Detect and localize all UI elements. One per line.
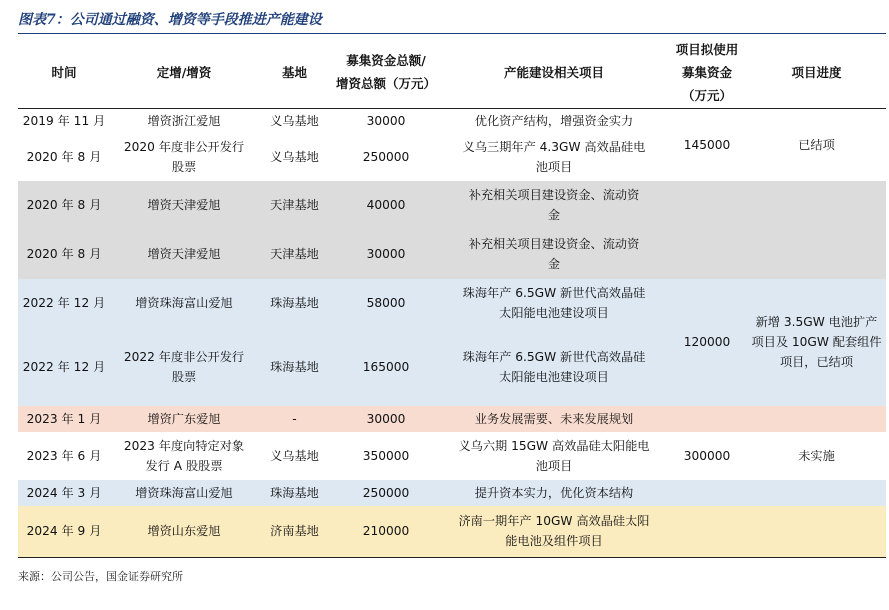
cell-project: [441, 279, 667, 328]
source-note: 来源：公司公告，国金证券研究所: [18, 570, 183, 583]
cell-project-line2: 金: [547, 208, 561, 222]
cell-project-line1: 补充相关项目建设资金、流动资: [468, 188, 640, 202]
cell-time: 2023 年 6 月: [26, 448, 102, 463]
cell-type-line1: 2023 年度向特定对象: [123, 438, 245, 453]
cell-type: [110, 279, 258, 328]
cell-project: [441, 181, 667, 230]
cell-time: 2020 年 8 月: [26, 198, 102, 212]
cell-project-line2: 池项目: [535, 458, 573, 473]
cell-project-line1: 补充相关项目建设资金、流动资: [468, 237, 640, 251]
header-amount-line1: 募集资金总额/: [346, 53, 426, 68]
cell-progress: [747, 506, 886, 558]
cell-type: [110, 328, 258, 406]
table-row: [18, 109, 886, 133]
cell-base: 珠海基地: [270, 296, 319, 310]
progress-line3: 项目，已结项: [779, 355, 854, 369]
cell-type-line1: 2020 年度非公开发行: [123, 139, 245, 154]
table-row: [18, 406, 886, 432]
cell-amount: 30000: [366, 247, 406, 261]
cell-time: 2022 年 12 月: [22, 296, 106, 310]
cell-amount: 250000: [362, 149, 410, 164]
cell-time: 2024 年 3 月: [26, 485, 102, 500]
cell-type: [110, 480, 258, 506]
cell-project: [441, 506, 667, 558]
cell-project-line2: 池项目: [535, 159, 573, 174]
cell-fund-merged: 120000: [683, 335, 731, 349]
cell-type: [110, 230, 258, 279]
cell-project: [441, 230, 667, 279]
cell-project: [441, 406, 667, 432]
cell-amount: 165000: [362, 359, 410, 374]
cell-type-line1: 增资广东爱旭: [147, 411, 221, 426]
cell-base: 义乌基地: [270, 113, 319, 128]
table-row: [18, 506, 886, 558]
cell-base: 珠海基地: [270, 359, 319, 374]
cell-project-line1: 珠海年产 6.5GW 新世代高效晶硅: [462, 286, 646, 300]
cell-amount: 30000: [366, 113, 406, 128]
cell-type-line2: 股票: [171, 159, 197, 174]
cell-base: 天津基地: [270, 247, 319, 261]
cell-project-line2: 太阳能电池建设项目: [499, 306, 609, 320]
cell-progress: [747, 230, 886, 279]
header-project: 产能建设相关项目: [503, 64, 604, 80]
header-fund-line3: （万元）: [681, 87, 732, 103]
cell-base: 义乌基地: [270, 448, 319, 463]
cell-type-line1: 增资珠海富山爱旭: [135, 485, 233, 500]
header-type: 定增/增资: [156, 64, 212, 80]
cell-type-line1: 增资天津爱旭: [147, 247, 221, 261]
cell-fund: [667, 181, 747, 230]
cell-amount: 30000: [366, 411, 406, 426]
cell-fund: [667, 230, 747, 279]
cell-project-line1: 济南一期年产 10GW 高效晶硅太阳: [458, 514, 650, 529]
cell-amount: 210000: [362, 524, 410, 539]
cell-amount: 350000: [362, 448, 410, 463]
header-progress: 项目进度: [791, 64, 842, 80]
header-row: [18, 36, 886, 109]
table-row: [18, 279, 886, 328]
cell-type: [110, 181, 258, 230]
cell-project-line1: 优化资产结构，增强资金实力: [474, 113, 634, 128]
header-amount: [331, 36, 441, 109]
cell-progress-merged: [747, 279, 886, 406]
cell-fund: [667, 480, 747, 506]
cell-project-line2: 太阳能电池建设项目: [499, 369, 609, 384]
cell-type: [110, 406, 258, 432]
cell-project-line2: 能电池及组件项目: [505, 534, 603, 549]
cell-base: 济南基地: [270, 524, 319, 539]
header-fund-line1: 项目拟使用: [675, 41, 739, 57]
cell-type: [110, 432, 258, 480]
title-divider: [18, 33, 886, 34]
header-fund: [667, 36, 747, 109]
cell-project: [441, 133, 667, 181]
cell-fund: 300000: [683, 448, 731, 463]
cell-type-line1: 增资山东爱旭: [147, 524, 221, 539]
cell-type-line1: 2022 年度非公开发行: [123, 349, 245, 364]
cell-base: 义乌基地: [270, 149, 319, 164]
cell-project-line1: 义乌三期年产 4.3GW 高效晶硅电: [462, 139, 646, 154]
figure-title: 图表7：公司通过融资、增资等手段推进产能建设: [18, 12, 322, 28]
cell-amount: 250000: [362, 485, 410, 500]
cell-time: 2024 年 9 月: [26, 524, 102, 539]
cell-base: 天津基地: [270, 198, 319, 212]
cell-project-line2: 金: [547, 257, 561, 271]
cell-type: [110, 109, 258, 133]
header-amount-line2: 增资总额（万元）: [335, 76, 436, 91]
cell-time: 2022 年 12 月: [22, 359, 106, 374]
financing-table: [18, 36, 886, 558]
cell-type: [110, 506, 258, 558]
header-base: 基地: [281, 64, 307, 80]
cell-time: 2019 年 11 月: [22, 113, 106, 128]
cell-project-line1: 提升资本实力，优化资本结构: [474, 485, 634, 500]
cell-fund: [667, 506, 747, 558]
table-row: [18, 480, 886, 506]
cell-project: [441, 328, 667, 406]
cell-time: 2020 年 8 月: [26, 149, 102, 164]
cell-project-line1: 业务发展需要、未来发展规划: [474, 411, 634, 426]
cell-progress: [747, 181, 886, 230]
progress-line2: 项目及 10GW 配套组件: [751, 335, 882, 349]
cell-progress: [747, 480, 886, 506]
table-row: [18, 432, 886, 480]
cell-type-line2: 股票: [171, 369, 197, 384]
cell-amount: 40000: [366, 198, 406, 212]
cell-fund-merged: 145000: [683, 137, 731, 152]
cell-progress-merged: 已结项: [798, 137, 835, 152]
cell-project-line1: 义乌六期 15GW 高效晶硅太阳能电: [458, 438, 650, 453]
cell-type: [110, 133, 258, 181]
cell-type-line2: 发行 A 股股票: [145, 458, 223, 473]
header-time: 时间: [51, 64, 77, 80]
cell-type-line1: 增资浙江爱旭: [147, 113, 221, 128]
cell-base: -: [292, 411, 297, 426]
cell-time: 2023 年 1 月: [26, 411, 102, 426]
cell-time: 2020 年 8 月: [26, 247, 102, 261]
table-row: [18, 181, 886, 230]
cell-base: 珠海基地: [270, 485, 319, 500]
cell-fund: [667, 406, 747, 432]
header-fund-line2: 募集资金: [681, 64, 732, 80]
table-row: [18, 230, 886, 279]
cell-type-line1: 增资天津爱旭: [147, 198, 221, 212]
cell-amount: 58000: [366, 296, 406, 310]
cell-progress: 未实施: [798, 448, 835, 463]
cell-project-line1: 珠海年产 6.5GW 新世代高效晶硅: [462, 349, 646, 364]
cell-project: [441, 480, 667, 506]
cell-progress: [747, 406, 886, 432]
cell-type-line1: 增资珠海富山爱旭: [135, 296, 233, 310]
cell-project: [441, 432, 667, 480]
cell-project: [441, 109, 667, 133]
progress-line1: 新增 3.5GW 电池扩产: [755, 315, 878, 329]
